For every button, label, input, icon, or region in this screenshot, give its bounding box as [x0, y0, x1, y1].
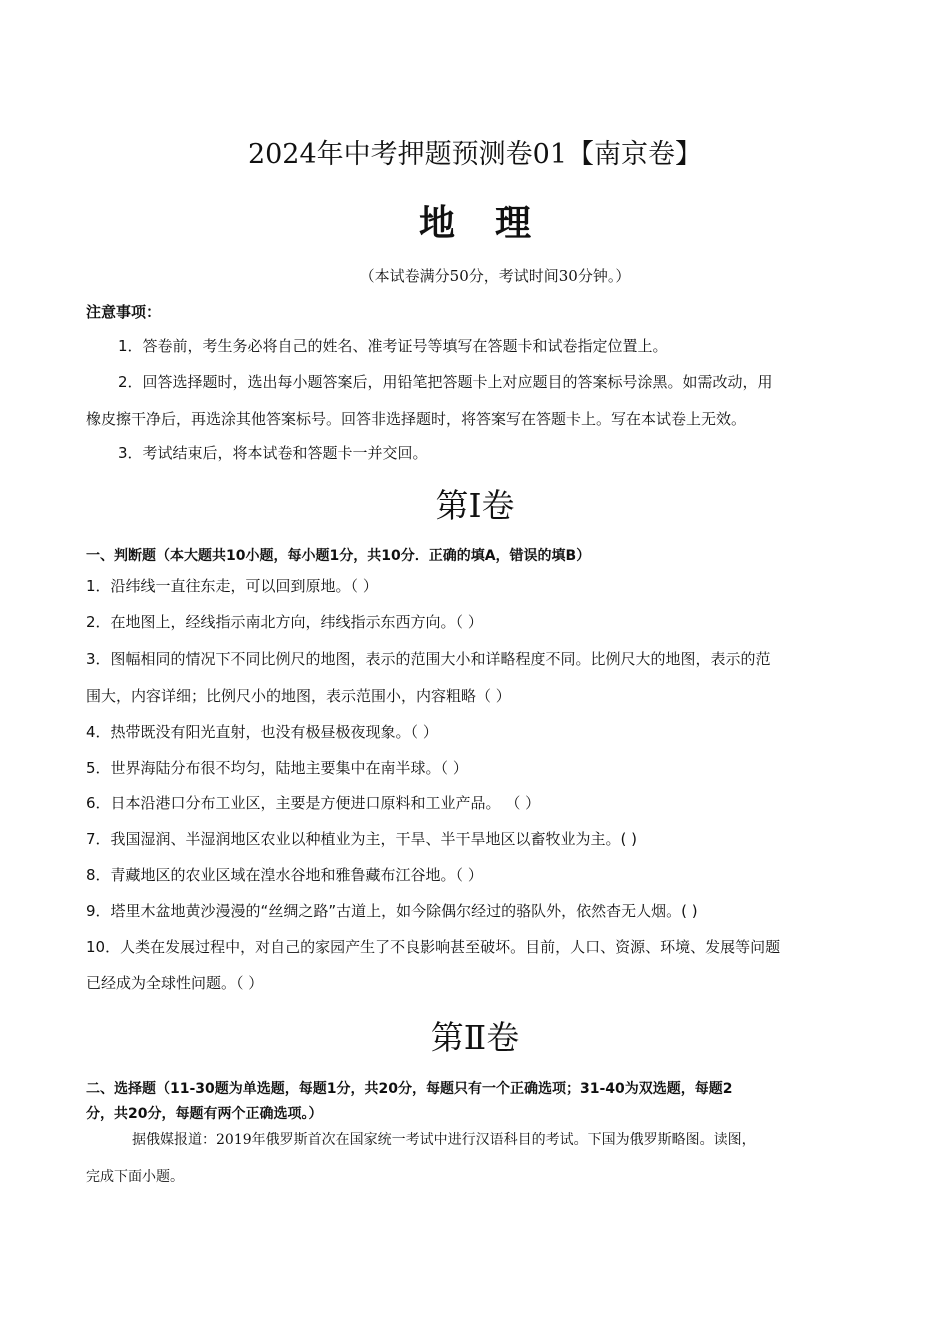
question-10-line-2: 已经成为全球性问题。（ ） [86, 974, 264, 992]
exam-title: 2024年中考押题预测卷01【南京卷】 [247, 139, 703, 170]
question-8: 8．青藏地区的农业区域在湟水谷地和雅鲁藏布江谷地。（ ） [86, 866, 483, 884]
question-7: 7．我国湿润、半湿润地区农业以种植业为主，干旱、半干旱地区以畜牧业为主。( ) [86, 830, 638, 848]
section-2-heading-line-2: 分，共20分，每题有两个正确选项。） [86, 1106, 323, 1122]
section-2-heading-line-1: 二、选择题（11-30题为单选题，每题1分，共20分，每题只有一个正确选项；31-40为双选题，每题2 [86, 1081, 733, 1097]
question-3-line-1: 3．图幅相同的情况下不同比例尺的地图，表示的范围大小和详略程度不同。比例尺大的地图，表示的范 [86, 650, 771, 668]
intro-paragraph-line-2: 完成下面小题。 [86, 1169, 184, 1185]
question-9: 9．塔里木盆地黄沙漫漫的“丝绸之路”古道上，如今除偶尔经过的骆队外，依然杳无人烟。( ) [86, 902, 698, 920]
notice-item-1: 1．答卷前，考生务必将自己的姓名、准考证号等填写在答题卡和试卷指定位置上。 [118, 337, 668, 355]
question-6: 6．日本沿港口分布工业区，主要是方便进口原料和工业产品。 （ ） [86, 794, 541, 812]
notice-item-2-line-1: 2．回答选择题时，选出每小题答案后，用铅笔把答题卡上对应题目的答案标号涂黑。如需改动，用 [118, 373, 773, 391]
section-1-heading: 一、判断题（本大题共10小题，每小题1分，共10分．正确的填A，错误的填B） [86, 548, 591, 564]
exam-info: （本试卷满分50分，考试时间30分钟。） [359, 267, 631, 285]
intro-paragraph-line-1: 据俄媒报道：2019年俄罗斯首次在国家统一考试中进行汉语科目的考试。下国为俄罗斯略图。读图， [132, 1132, 756, 1148]
question-3-line-2: 围大，内容详细；比例尺小的地图，表示范围小，内容粗略（ ） [86, 687, 511, 705]
question-4: 4．热带既没有阳光直射，也没有极昼极夜现象。（ ） [86, 723, 438, 741]
question-2: 2．在地图上，经线指示南北方向，纬线指示东西方向。（ ） [86, 613, 483, 631]
question-5: 5．世界海陆分布很不均匀，陆地主要集中在南半球。（ ） [86, 759, 468, 777]
notice-item-2-line-2: 橡皮擦干净后，再选涂其他答案标号。回答非选择题时，将答案写在答题卡上。写在本试卷上无效。 [86, 410, 747, 428]
notice-item-3: 3．考试结束后，将本试卷和答题卡一并交回。 [118, 444, 428, 462]
question-10-line-1: 10．人类在发展过程中，对自己的家园产生了不良影响甚至破坏。目前，人口、资源、环境、发展等问题 [86, 938, 781, 956]
volume-1-title: 第Ⅰ卷 [435, 486, 515, 525]
subject-title: 地理 [418, 202, 571, 244]
question-1: 1．沿纬线一直往东走，可以回到原地。（ ） [86, 577, 378, 595]
volume-2-title: 第Ⅱ卷 [430, 1018, 520, 1057]
notice-heading: 注意事项： [86, 303, 162, 321]
